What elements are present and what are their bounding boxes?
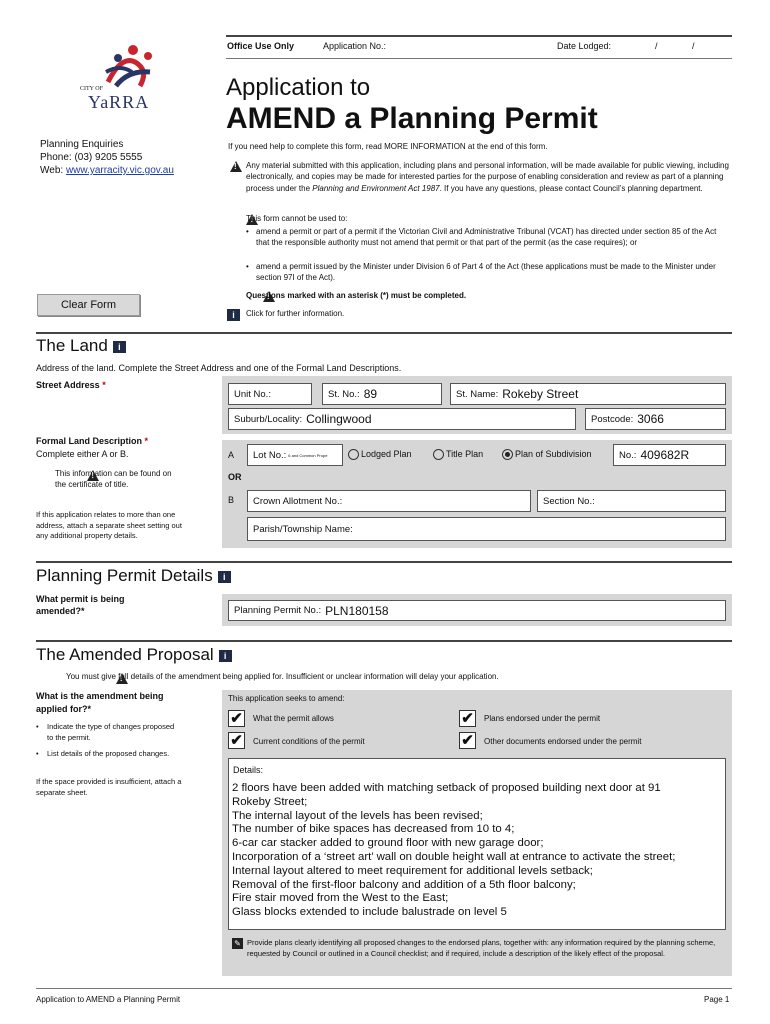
proposal-rule — [36, 640, 732, 642]
space-note: If the space provided is insufficient, attach a separate sheet. — [36, 777, 182, 797]
checkbox-other-documents[interactable]: ✔ — [459, 732, 476, 749]
opt-permit-allows-label: What the permit allows — [253, 714, 334, 723]
lot-label: Lot No.: — [253, 449, 287, 461]
planning-enquiries — [40, 138, 174, 177]
enquiries-title: Planning Enquiries — [40, 139, 124, 150]
plan-sub-label: Plan of Subdivision — [515, 449, 592, 459]
warning1-end: . If you have any questions, please contact Council’s planning department. — [439, 183, 703, 193]
details-line: Rokeby Street; — [232, 795, 308, 808]
clear-form-button[interactable]: Clear Form — [37, 294, 140, 316]
option-b-label: B — [228, 495, 235, 505]
details-line: Incorporation of a ‘street art’ wall on double height wall at entrance to activate the street; — [232, 850, 676, 863]
details-line: The internal layout of the levels has been revised; — [232, 809, 483, 822]
proposal-bullet-2-text: List details of the proposed changes. — [47, 749, 170, 758]
footer-title: Application to AMEND a Planning Permit — [36, 995, 181, 1004]
unit-no-field[interactable] — [228, 383, 312, 405]
top-rule — [226, 35, 732, 37]
page-title: AMEND a Planning Permit — [226, 102, 598, 135]
postcode-value: 3066 — [637, 412, 664, 426]
suburb-label: Suburb/Locality: — [234, 413, 303, 425]
details-line: 6-car car stacker added to ground floor with new garage door; — [232, 837, 544, 850]
required-star: * — [102, 380, 106, 390]
permit-no-field[interactable] — [228, 600, 726, 621]
land-rule — [36, 332, 732, 334]
certificate-note: This information can be found on the certificate of title. — [55, 469, 172, 490]
checkbox-current-conditions[interactable]: ✔ — [228, 732, 245, 749]
application-no-label: Application No.: — [323, 41, 387, 51]
required-star: * — [144, 436, 149, 446]
postcode-field[interactable] — [585, 408, 726, 430]
street-label-text: Street Address — [36, 380, 100, 390]
date-slash-2: / — [692, 41, 695, 51]
opt-current-conditions-label: Current conditions of the permit — [253, 737, 365, 746]
permit-rule — [36, 561, 732, 563]
proposal-question: What is the amendment being applied for?* — [36, 691, 164, 714]
bullet-dot: • — [36, 749, 39, 758]
radio-title-plan[interactable] — [433, 449, 483, 460]
yarra-logo — [78, 42, 168, 114]
formal-land-label — [36, 436, 148, 446]
enquiries-phone: Phone: (03) 9205 5555 — [40, 152, 143, 163]
no-value: 409682R — [640, 448, 690, 462]
details-line: 2 floors have been added with matching setback of proposed building next door at 91 — [232, 782, 661, 794]
proposal-bullet-1 — [36, 722, 176, 743]
warning1-text: Any material submitted with this application, including plans and personal information, will be made available for public viewing, including electronically, and copies may be made for interested parties for the purpose of enabling consideration and review as part of a planning process under the — [246, 161, 729, 193]
proposal-heading-text: The Amended Proposal — [36, 645, 214, 664]
checkbox-plans-endorsed[interactable]: ✔ — [459, 710, 476, 727]
details-line: The number of bike spaces has decreased from 10 to 4; — [232, 823, 515, 836]
or-label: OR — [228, 472, 242, 482]
section-label: Section No.: — [543, 495, 595, 507]
lodged-plan-label: Lodged Plan — [361, 449, 412, 459]
plan-no-field[interactable] — [613, 444, 726, 466]
title-plan-label: Title Plan — [446, 449, 484, 459]
permit-heading-text: Planning Permit Details — [36, 566, 213, 585]
radio-icon — [433, 449, 444, 460]
web-label: Web: — [40, 165, 66, 176]
top-rule-thin — [226, 58, 732, 59]
info-icon[interactable]: i — [218, 571, 231, 583]
permit-heading — [36, 566, 231, 586]
seeks-label: This application seeks to amend: — [228, 694, 345, 703]
lot-tiny-value: 6 and Common Prope — [288, 452, 328, 458]
bullet-1-text: amend a permit or part of a permit if the Victorian Civil and Administrative Tribunal (VCAT) has directed under section 85 of the Act that the responsible authority must not amend that permit or that part of the permit (as the case requires); or — [256, 227, 717, 248]
logo-yarra: YaRRA — [88, 92, 150, 112]
street-address-label — [36, 380, 106, 390]
pencil-icon: ✎ — [232, 938, 243, 949]
land-heading-text: The Land — [36, 336, 108, 355]
radio-lodged-plan[interactable] — [348, 449, 412, 460]
suburb-field[interactable] — [228, 408, 576, 430]
date-slash-1: / — [655, 41, 658, 51]
bullet-dot: • — [36, 722, 39, 731]
help-text: If you need help to complete this form, read MORE INFORMATION at the end of this form. — [228, 142, 548, 151]
land-heading — [36, 336, 126, 356]
permit-question: What permit is being amended?* — [36, 594, 125, 616]
date-lodged-label: Date Lodged: — [557, 41, 612, 51]
provide-plans-note: Provide plans clearly identifying all proposed changes to the endorsed plans, together with: any information required by the planning scheme, requested by Council or outlined in a Council checklist; and if required, include a description of the likely effect of the proposal. — [247, 938, 716, 958]
cannot-use-text: This form cannot be used to: — [246, 214, 348, 223]
st-no-value: 89 — [363, 387, 378, 401]
cannot-bullet-1 — [246, 226, 730, 249]
unit-no-label: Unit No.: — [234, 388, 271, 400]
warning-icon — [230, 161, 242, 172]
proposal-bullet-2 — [36, 749, 176, 760]
info-icon[interactable]: i — [219, 650, 232, 662]
st-name-value: Rokeby Street — [502, 387, 579, 401]
postcode-label: Postcode: — [591, 413, 634, 425]
radio-selected-icon — [502, 449, 513, 460]
radio-plan-of-subdivision[interactable] — [502, 449, 592, 460]
no-label: No.: — [619, 449, 637, 461]
opt-other-documents-label: Other documents endorsed under the permit — [484, 737, 642, 746]
suburb-value: Collingwood — [306, 412, 372, 426]
details-line: Removal of the first-floor balcony and addition of a 5th floor balcony; — [232, 878, 576, 891]
asterisk-note: Questions marked with an asterisk (*) must be completed. — [246, 291, 467, 300]
crown-allotment-field[interactable] — [247, 490, 531, 512]
crown-label: Crown Allotment No.: — [253, 495, 343, 507]
enquiries-web — [40, 164, 174, 177]
multi-address-note: If this application relates to more than one address, attach a separate sheet setting out any additional property details. — [36, 510, 182, 540]
logo-city-of: CITY OF — [80, 86, 103, 92]
parish-label: Parish/Township Name: — [253, 523, 353, 535]
radio-icon — [348, 449, 359, 460]
proposal-bullet-1-text: Indicate the type of changes proposed to the permit. — [47, 722, 175, 742]
details-line: Fire stair moved from the West to the East; — [232, 892, 449, 905]
details-label: Details: — [233, 765, 264, 775]
st-name-label: St. Name: — [456, 388, 499, 400]
details-line: Glass blocks extended to include balustrade on level 5 — [232, 906, 507, 919]
bullet-dot: • — [246, 262, 249, 271]
complete-either: Complete either A or B. — [36, 449, 129, 459]
permit-no-value: PLN180158 — [325, 603, 389, 618]
details-line: Internal layout altered to meet requirement for additional levels setback; — [232, 864, 593, 877]
material-warning — [246, 160, 732, 194]
warning1-act: Planning and Environment Act 1987 — [312, 183, 440, 193]
lot-no-field[interactable] — [247, 444, 343, 466]
parish-field[interactable] — [247, 517, 726, 541]
cannot-bullet-2 — [246, 261, 730, 284]
checkbox-permit-allows[interactable]: ✔ — [228, 710, 245, 727]
title-line-1: Application to — [226, 74, 371, 101]
footer-rule — [36, 988, 732, 989]
st-no-label: St. No.: — [328, 388, 360, 400]
street-no-field[interactable] — [322, 383, 442, 405]
details-text — [232, 782, 724, 920]
info-icon[interactable]: i — [227, 309, 240, 321]
opt-plans-endorsed-label: Plans endorsed under the permit — [484, 714, 601, 723]
proposal-heading — [36, 645, 232, 665]
info-icon[interactable]: i — [113, 341, 126, 353]
option-a-label: A — [228, 450, 235, 460]
page-number: Page 1 — [704, 995, 730, 1004]
office-use-label: Office Use Only — [227, 41, 295, 51]
click-info-text: Click for further information. — [246, 309, 345, 318]
bullet-dot: • — [246, 227, 249, 236]
logo-figures-icon — [78, 42, 168, 88]
formal-label-text: Formal Land Description — [36, 436, 143, 446]
web-link[interactable]: www.yarracity.vic.gov.au — [65, 165, 174, 176]
permit-no-label: Planning Permit No.: — [234, 605, 322, 616]
street-name-field[interactable] — [450, 383, 726, 405]
bullet-2-text: amend a permit issued by the Minister under Division 6 of Part 4 of the Act (these applications must be made to the Minister under section 97I of the Act). — [256, 262, 716, 283]
proposal-warning: You must give full details of the amendment being applied for. Insufficient or unclear information will delay your application. — [66, 672, 499, 681]
section-no-field[interactable] — [537, 490, 726, 512]
land-instruction: Address of the land. Complete the Street Address and one of the Formal Land Descriptions. — [36, 363, 402, 373]
